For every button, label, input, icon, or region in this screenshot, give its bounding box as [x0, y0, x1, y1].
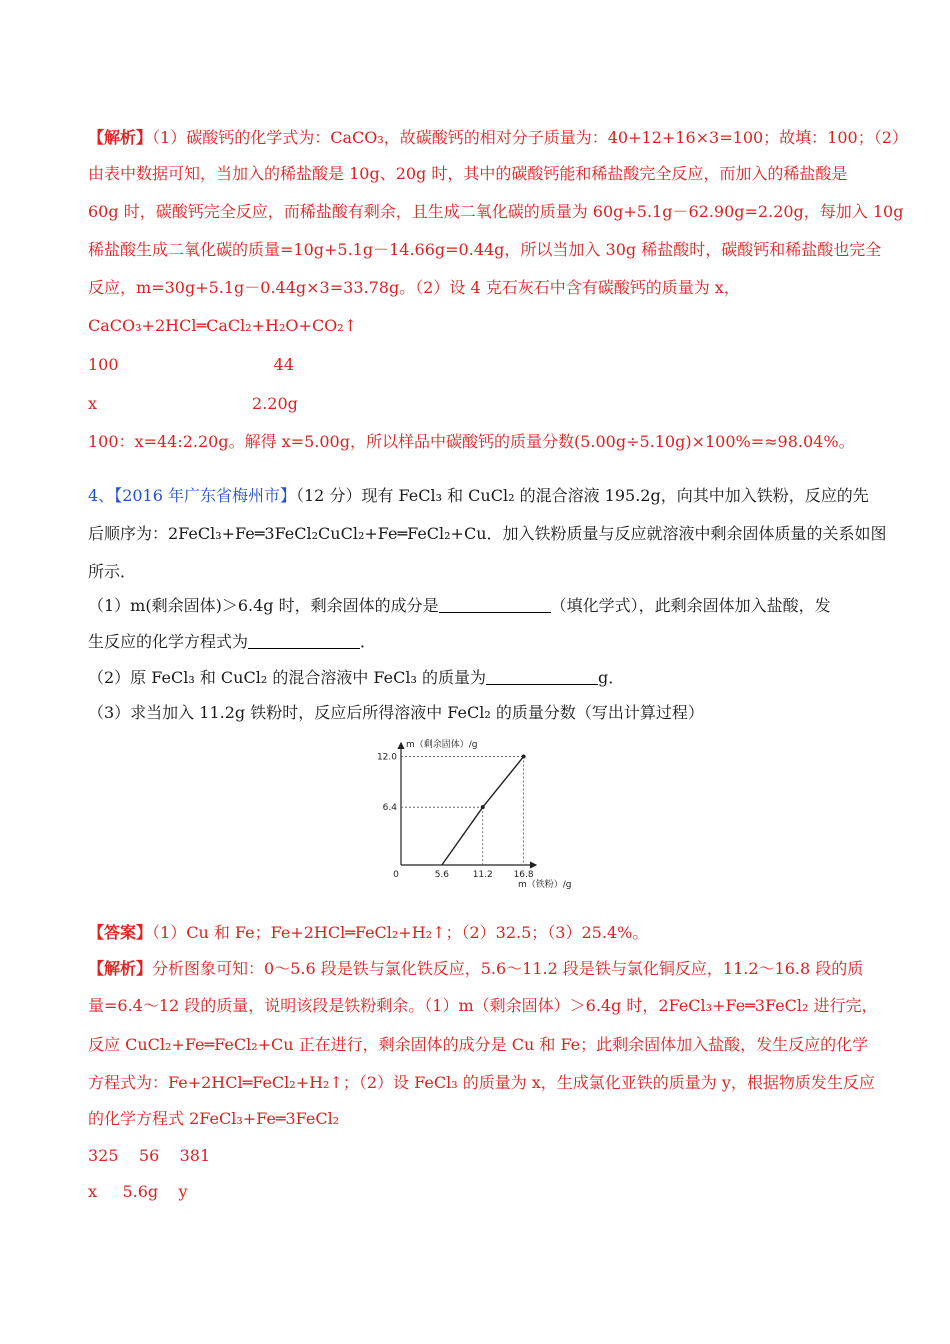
answer-text: （1）Cu 和 Fe；Fe+2HCl═FeCl₂+H₂↑；（2）32.5；（3）25.4%。	[152, 923, 649, 942]
analysis1-line3: 60g 时，碳酸钙完全反应，而稀盐酸有剩余，且生成二氧化碳的质量为 60g+5.1g－62.90g=2.20g，每加入 10g	[88, 202, 904, 221]
x-tick-label: 11.2	[472, 870, 493, 880]
x-tick-label: 5.6	[434, 870, 450, 880]
analysis2-line3: 反应 CuCl₂+Fe═FeCl₂+Cu 正在进行，剩余固体的成分是 Cu 和 Fe；此剩余固体加入盐酸，发生反应的化学	[88, 1035, 869, 1054]
q4-line2: 后顺序为：2FeCl₃+Fe═3FeCl₂CuCl₂+Fe═FeCl₂+Cu．加入铁粉质量与反应就溶液中剩余固体质量的关系如图	[88, 524, 887, 543]
analysis2-line4: 方程式为：Fe+2HCl═FeCl₂+H₂↑；（2）设 FeCl₃ 的质量为 x，生成氯化亚铁的质量为 y，根据物质发生反应	[88, 1073, 875, 1092]
x-tick-label: 0	[393, 870, 399, 880]
y-axis-label: m（剩余固体）/g	[406, 740, 478, 750]
analysis1-ratio-100: 100	[88, 355, 119, 374]
x-axis-label: m（铁粉）/g	[518, 880, 572, 890]
q4-line1	[88, 486, 869, 506]
analysis2-ratio-row1: 325 56 381	[88, 1146, 211, 1165]
q4-part2-text: （2）原 FeCl₃ 和 CuCl₂ 的混合溶液中 FeCl₃ 的质量为	[88, 668, 486, 687]
analysis1-line5: 反应，m=30g+5.1g－0.44g×3=33.78g。（2）设 4 克石灰石中含有碳酸钙的质量为 x，	[88, 278, 740, 297]
q4-line3: 所示．	[88, 562, 137, 581]
q4-part1-end: ．	[360, 632, 377, 651]
analysis1-ratio-row2	[88, 394, 298, 414]
analysis1-line4: 稀盐酸生成二氧化碳的质量=10g+5.1g－14.66g=0.44g，所以当加入 30g 稀盐酸时，碳酸钙和稀盐酸也完全	[88, 240, 882, 259]
analysis2-tag: 【解析】	[88, 959, 153, 978]
q4-part1-text: （1）m(剩余固体)＞6.4g 时，剩余固体的成分是	[88, 596, 439, 615]
analysis1-ratio-220: 2.20g	[252, 394, 298, 413]
q4-part2	[88, 668, 624, 688]
q4-part1-text2: （填化学式），此剩余固体加入盐酸，发	[550, 596, 831, 615]
q4-part1-cont	[88, 632, 376, 652]
y-tick-label: 12.0	[376, 752, 397, 763]
analysis2-line2: 量=6.4～12 段的质量，说明该段是铁粉剩余。（1）m（剩余固体）＞6.4g 时，2FeCl₃+Fe═3FeCl₂ 进行完，	[88, 996, 878, 1015]
q4-part2-unit: g．	[597, 668, 625, 687]
analysis1-ratio-row1	[88, 355, 294, 375]
answer-blank-3[interactable]	[486, 668, 598, 685]
analysis1-equation: CaCO₃+2HCl═CaCl₂+H₂O+CO₂↑	[88, 316, 358, 335]
q4-part1-text3: 生反应的化学方程式为	[88, 632, 249, 651]
q4-number: 4、	[88, 486, 115, 505]
answer-line	[88, 923, 648, 943]
analysis1-tag: 【解析】	[88, 128, 153, 147]
answer-tag: 【答案】	[88, 923, 153, 942]
q4-part3: （3）求当加入 11.2g 铁粉时，反应后所得溶液中 FeCl₂ 的质量分数（写出计算过程）	[88, 703, 704, 722]
iron-powder-chart	[368, 735, 588, 895]
q4-text1: （12 分）现有 FeCl₃ 和 CuCl₂ 的混合溶液 195.2g，向其中加入铁粉，反应的先	[296, 486, 869, 505]
analysis2-line5: 的化学方程式 2FeCl₃+Fe═3FeCl₂	[88, 1109, 340, 1128]
data-point-1	[481, 805, 485, 809]
analysis2-ratio-row2: x 5.6g y	[88, 1182, 188, 1201]
q4-part1	[88, 596, 831, 616]
analysis1-line9: 100：x=44:2.20g。解得 x=5.00g，所以样品中碳酸钙的质量分数(5.00g÷5.10g)×100%=≈98.04%。	[88, 432, 855, 451]
answer-blank-2[interactable]	[248, 632, 360, 649]
analysis1-line2: 由表中数据可知，当加入的稀盐酸是 10g、20g 时，其中的碳酸钙能和稀盐酸完全反应，而加入的稀盐酸是	[88, 164, 848, 183]
x-tick-label: 16.8	[513, 870, 534, 880]
analysis2-text1: 分析图象可知：0～5.6 段是铁与氯化铁反应，5.6～11.2 段是铁与氯化铜反应，11.2～16.8 段的质	[152, 959, 864, 978]
analysis2-line1	[88, 959, 863, 979]
q4-source: 【2016 年广东省梅州市】	[114, 486, 296, 505]
analysis1-ratio-x: x	[88, 394, 98, 413]
analysis1-line1	[88, 128, 908, 148]
analysis1-text1: （1）碳酸钙的化学式为：CaCO₃，故碳酸钙的相对分子质量为：40+12+16×3=100；故填：100；（2）	[152, 128, 908, 147]
answer-blank-1[interactable]	[439, 596, 551, 613]
y-tick-label: 6.4	[382, 803, 397, 814]
data-point-2	[522, 755, 526, 759]
analysis1-ratio-44: 44	[273, 355, 294, 374]
